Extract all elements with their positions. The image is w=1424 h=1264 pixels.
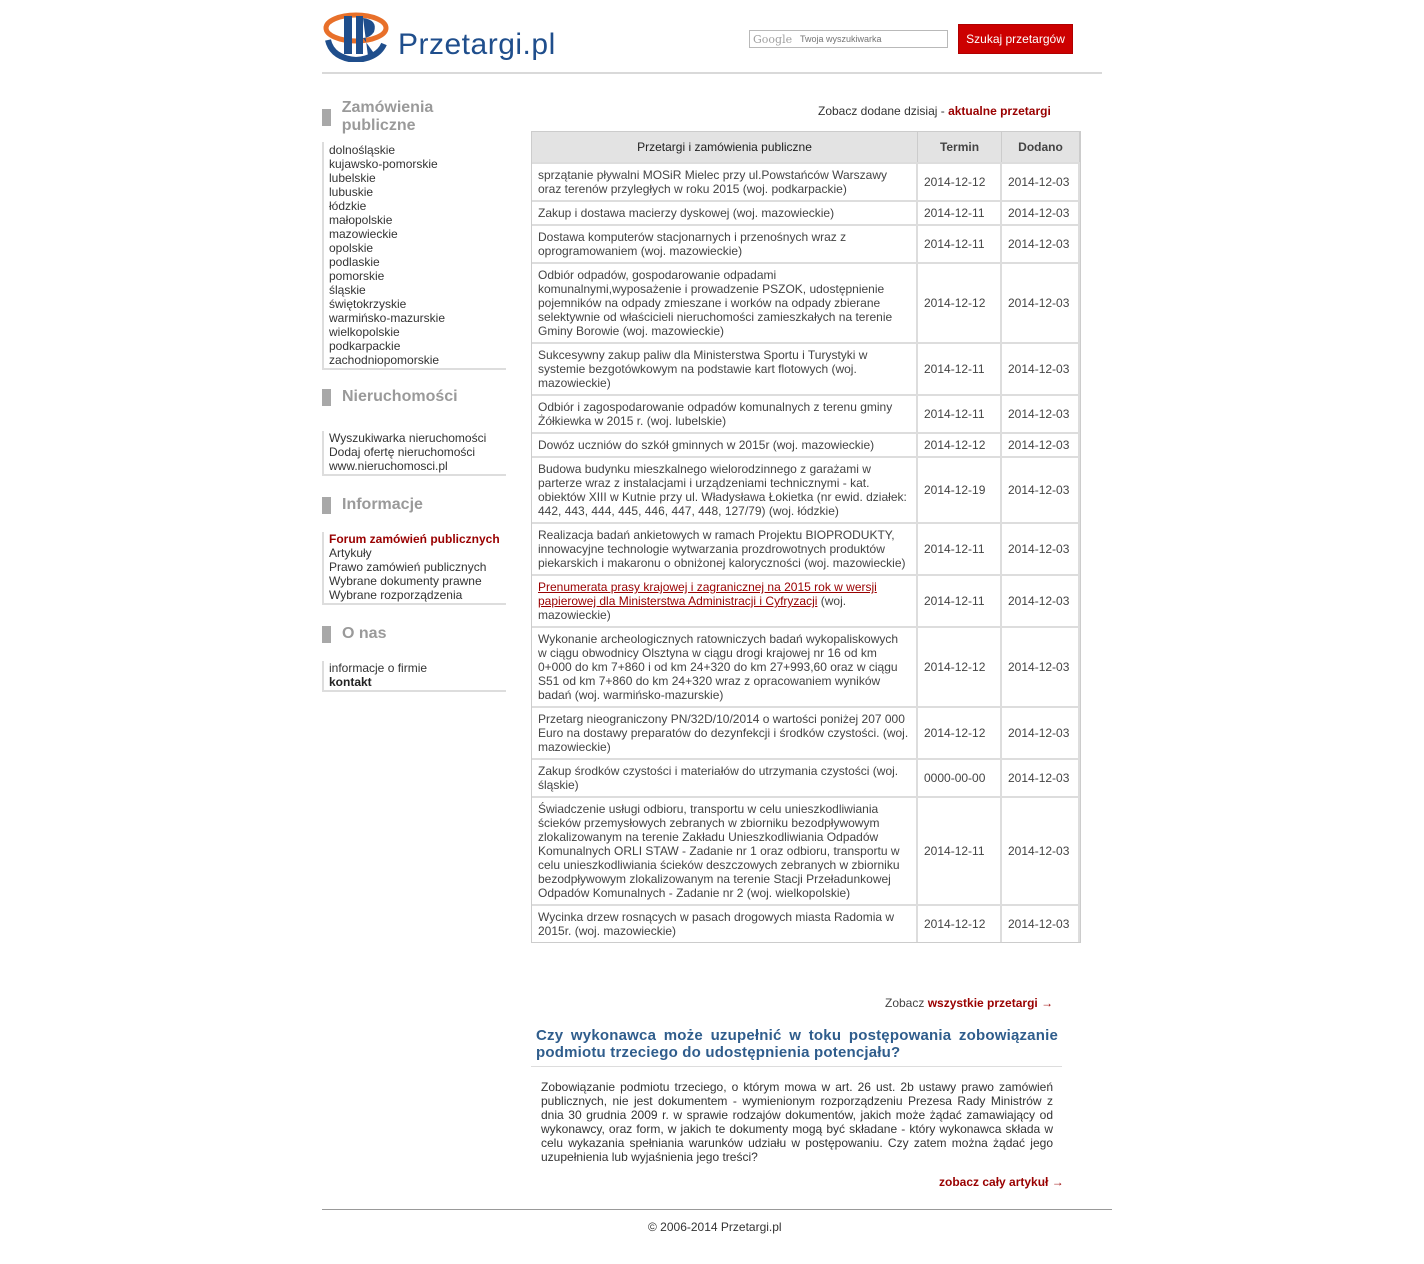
table-row[interactable] — [532, 224, 1080, 262]
tender-added-date: 2014-12-03 — [1002, 904, 1080, 942]
sidebar-list-o-nas — [322, 661, 506, 692]
table-row[interactable] — [532, 342, 1080, 394]
tender-deadline: 2014-12-11 — [918, 574, 1002, 626]
tender-added-date: 2014-12-03 — [1002, 796, 1080, 904]
google-brand: Google — [753, 33, 793, 46]
tender-deadline: 2014-12-11 — [918, 394, 1002, 432]
tender-title-cell[interactable]: Odbiór i zagospodarowanie odpadów komunalnych z terenu gminy Żółkiewka w 2015 r. (woj. lubelskie) — [532, 394, 918, 432]
sidebar-item-region[interactable]: świętokrzyskie — [329, 297, 407, 311]
tender-added-date: 2014-12-03 — [1002, 706, 1080, 758]
heading-text: Zamówienia publiczne — [341, 99, 434, 134]
sidebar-list-nieruchomosci — [322, 431, 506, 476]
table-row[interactable] — [532, 706, 1080, 758]
tender-title-cell[interactable]: sprzątanie pływalni MOSiR Mielec przy ul.Powstańców Warszawy oraz terenów przyległych w roku 2015 (woj. podkarpackie) — [532, 162, 918, 200]
logo-icon[interactable] — [322, 10, 390, 62]
sidebar — [322, 100, 506, 692]
tender-title-cell[interactable]: Odbiór odpadów, gospodarowanie odpadami komunalnymi,wyposażenie i prowadzenie PSZOK, udostępnienie pojemników na odpady zmieszane i worków na odpady zbierane selektywnie od właścicieli nieruchomości zamieszkałych na terenie Gminy Borowie (woj. mazowieckie) — [532, 262, 918, 342]
tender-deadline: 2014-12-11 — [918, 224, 1002, 262]
tender-title-cell[interactable]: Zakup i dostawa macierzy dyskowej (woj. mazowieckie) — [532, 200, 918, 224]
tender-deadline: 2014-12-19 — [918, 456, 1002, 522]
sidebar-heading-zamowienia — [322, 100, 506, 134]
tender-deadline: 2014-12-12 — [918, 626, 1002, 706]
sidebar-item-property-site[interactable]: www.nieruchomosci.pl — [329, 459, 448, 473]
table-row[interactable] — [532, 626, 1080, 706]
tender-added-date: 2014-12-03 — [1002, 200, 1080, 224]
article-divider — [531, 1066, 1062, 1067]
table-row[interactable] — [532, 904, 1080, 942]
sidebar-item-region[interactable]: warmińsko-mazurskie — [329, 311, 446, 325]
heading-bar — [322, 626, 331, 643]
tenders-table — [531, 131, 1081, 943]
search-input[interactable] — [800, 32, 944, 45]
table-row[interactable] — [532, 432, 1080, 456]
sidebar-list-regions — [322, 142, 506, 370]
sidebar-heading-informacje — [322, 488, 506, 522]
sidebar-item-region[interactable]: lubelskie — [329, 171, 376, 185]
tender-title-cell[interactable]: Realizacja badań ankietowych w ramach Projektu BIOPRODUKTY, innowacyjne technologie wytwarzania prozdrowotnych produktów piekarskich i makaronu o obniżonej kaloryczności (woj. mazowieckie) — [532, 522, 918, 574]
sidebar-item-region[interactable]: małopolskie — [329, 213, 393, 227]
tender-added-date: 2014-12-03 — [1002, 522, 1080, 574]
table-row[interactable] — [532, 758, 1080, 796]
today-notice — [818, 104, 1051, 118]
heading-text: Informacje — [342, 496, 423, 513]
sidebar-item-legal-docs[interactable]: Wybrane dokumenty prawne — [329, 574, 482, 588]
sidebar-heading-o-nas — [322, 617, 506, 651]
sidebar-item-add-property[interactable]: Dodaj ofertę nieruchomości — [329, 445, 476, 459]
sidebar-item-region[interactable]: zachodniopomorskie — [329, 353, 440, 367]
table-row[interactable] — [532, 394, 1080, 432]
tender-deadline: 2014-12-12 — [918, 432, 1002, 456]
tender-deadline: 2014-12-11 — [918, 796, 1002, 904]
table-row[interactable] — [532, 574, 1080, 626]
tender-added-date: 2014-12-03 — [1002, 342, 1080, 394]
tender-deadline: 2014-12-12 — [918, 904, 1002, 942]
table-row[interactable] — [532, 796, 1080, 904]
all-tenders — [885, 996, 1053, 1010]
today-prefix: Zobacz dodane dzisiaj - — [818, 104, 949, 118]
tender-title-cell[interactable] — [532, 574, 918, 626]
tender-title-cell[interactable]: Wykonanie archeologicznych ratowniczych badań wykopaliskowych w ciągu obwodnicy Olsztyna w ciągu drogi krajowej nr 16 od km 0+000 do km 7+860 i od km 24+320 do km 27+993,60 oraz w ciągu S51 od km 7+860 do km 24+320 wraz z opracowaniem wyników badań (woj. warmińsko-mazurskie) — [532, 626, 918, 706]
tender-added-date: 2014-12-03 — [1002, 162, 1080, 200]
tender-title-cell[interactable]: Świadczenie usługi odbioru, transportu w celu unieszkodliwiania ścieków przemysłowych zebranych w zbiorniku bezodpływowym zlokalizowanym na terenie Zakładu Unieszkodliwiania Odpadów Komunalnych ORLI STAW - Zadanie nr 1 oraz odbioru, transportu w celu unieszkodliwiania ścieków deszczowych zebranych w zbiorniku bezodpływowym zlokalizowanym na terenie Stacji Przeładunkowej Odpadów Komunalnych - Zadanie nr 2 (woj. wielkopolskie) — [532, 796, 918, 904]
heading-bar — [322, 389, 331, 406]
heading-bar — [322, 109, 331, 126]
sidebar-item-region[interactable]: mazowieckie — [329, 227, 398, 241]
tender-added-date: 2014-12-03 — [1002, 432, 1080, 456]
column-header-termin: Termin — [918, 132, 1002, 162]
tender-added-date: 2014-12-03 — [1002, 626, 1080, 706]
tender-added-date: 2014-12-03 — [1002, 456, 1080, 522]
sidebar-heading-nieruchomosci — [322, 380, 506, 414]
tender-link[interactable]: Prenumerata prasy krajowej i zagranicznej na 2015 rok w wersji papierowej dla Ministerstwa Administracji i Cyfryzacji — [538, 580, 877, 608]
sidebar-item-region[interactable]: kujawsko-pomorskie — [329, 157, 438, 171]
sidebar-item-search-property[interactable]: Wyszukiwarka nieruchomości — [329, 431, 487, 445]
sidebar-item-regulations[interactable]: Wybrane rozporządzenia — [329, 588, 463, 602]
tender-added-date: 2014-12-03 — [1002, 574, 1080, 626]
tender-added-date: 2014-12-03 — [1002, 224, 1080, 262]
footer-copyright: © 2006-2014 Przetargi.pl — [648, 1220, 782, 1234]
sidebar-item-region[interactable]: dolnośląskie — [329, 143, 396, 157]
tender-region: (woj. mazowieckie) — [538, 594, 847, 622]
article-title[interactable]: Czy wykonawca może uzupełnić w toku postępowania zobowiązanie podmiotu trzeciego do udostępnienia potencjału? — [536, 1027, 1058, 1061]
all-prefix: Zobacz — [885, 996, 928, 1010]
tender-title-cell[interactable]: Sukcesywny zakup paliw dla Ministerstwa Sportu i Turystyki w systemie bezgotówkowym na podstawie kart flotowych (woj. mazowieckie) — [532, 342, 918, 394]
read-article-link[interactable]: zobacz cały artykuł → — [939, 1175, 1064, 1189]
sidebar-item-region[interactable]: lubuskie — [329, 185, 374, 199]
heading-text: O nas — [342, 625, 387, 642]
tender-deadline: 2014-12-12 — [918, 162, 1002, 200]
tender-added-date: 2014-12-03 — [1002, 394, 1080, 432]
table-row[interactable] — [532, 162, 1080, 200]
sidebar-item-region[interactable]: podlaskie — [329, 255, 380, 269]
sidebar-item-region[interactable]: łódzkie — [329, 199, 367, 213]
sidebar-item-articles[interactable]: Artykuły — [329, 546, 372, 560]
column-header-title: Przetargi i zamówienia publiczne — [532, 132, 918, 162]
tender-title-cell[interactable]: Budowa budynku mieszkalnego wielorodzinnego z garażami w parterze wraz z instalacjami i urządzeniami technicznymi - kat. obiektów XIII w Kutnie przy ul. Władysława Łokietka (nr ewid. działek: 442, 443, 444, 445, 446, 447, 448, 127/79) (woj. łódzkie) — [532, 456, 918, 522]
tender-deadline: 2014-12-11 — [918, 200, 1002, 224]
tender-deadline: 2014-12-12 — [918, 262, 1002, 342]
tender-added-date: 2014-12-03 — [1002, 758, 1080, 796]
table-row[interactable] — [532, 262, 1080, 342]
search-button[interactable]: Szukaj przetargów — [958, 24, 1073, 54]
table-row[interactable] — [532, 522, 1080, 574]
logo-text[interactable]: Przetargi.pl — [398, 28, 556, 61]
tender-added-date: 2014-12-03 — [1002, 262, 1080, 342]
sidebar-item-contact[interactable]: kontakt — [329, 675, 372, 689]
sidebar-item-region[interactable]: wielkopolskie — [329, 325, 400, 339]
sidebar-item-region[interactable]: pomorskie — [329, 269, 385, 283]
tender-title-cell[interactable]: Wycinka drzew rosnących w pasach drogowych miasta Radomia w 2015r. (woj. mazowieckie) — [532, 904, 918, 942]
article-body: Zobowiązanie podmiotu trzeciego, o którym mowa w art. 26 ust. 2b ustawy prawo zamówień publicznych, nie jest dokumentem - wymienionym rozporządzeniu Prezesa Rady Ministrów z dnia 30 grudnia 2009 r. w sprawie rodzajów dokumentów, jakich może żądać zamawiający od wykonawcy, oraz form, w jakich te dokumenty mogą być składane - który wykonawca składa w celu wykazania spełniania warunków udziału w postępowaniu. Czy zatem można żądać jego uzupełnienia lub wyjaśnienia jego treści? — [541, 1080, 1053, 1164]
sidebar-item-forum[interactable]: Forum zamówień publicznych — [329, 532, 500, 546]
table-row[interactable] — [532, 200, 1080, 224]
tender-deadline: 0000-00-00 — [918, 758, 1002, 796]
footer-divider — [322, 1209, 1112, 1210]
table-header-row — [532, 132, 1080, 162]
current-tenders-link[interactable]: aktualne przetargi — [948, 104, 1051, 118]
table-row[interactable] — [532, 456, 1080, 522]
all-tenders-link[interactable]: wszystkie przetargi → — [927, 996, 1054, 1010]
tender-deadline: 2014-12-11 — [918, 522, 1002, 574]
sidebar-item-region[interactable]: podkarpackie — [329, 339, 401, 353]
search-box[interactable] — [749, 30, 948, 48]
tender-deadline: 2014-12-11 — [918, 342, 1002, 394]
tender-deadline: 2014-12-12 — [918, 706, 1002, 758]
tender-title-cell[interactable]: Dowóz uczniów do szkół gminnych w 2015r (woj. mazowieckie) — [532, 432, 918, 456]
sidebar-item-region[interactable]: śląskie — [329, 283, 366, 297]
heading-text: Nieruchomości — [342, 388, 458, 405]
heading-bar — [322, 497, 331, 514]
tender-title-cell[interactable]: Przetarg nieograniczony PN/32D/10/2014 o wartości poniżej 207 000 Euro na dostawy preparatów do dezynfekcji i środków czystości. (woj. mazowieckie) — [532, 706, 918, 758]
tender-title-cell[interactable]: Dostawa komputerów stacjonarnych i przenośnych wraz z oprogramowaniem (woj. mazowieckie) — [532, 224, 918, 262]
sidebar-list-informacje — [322, 532, 506, 605]
sidebar-item-region[interactable]: opolskie — [329, 241, 374, 255]
sidebar-item-company-info[interactable]: informacje o firmie — [329, 661, 428, 675]
column-header-dodano: Dodano — [1002, 132, 1080, 162]
site-header — [322, 8, 1102, 74]
tender-title-cell[interactable]: Zakup środków czystości i materiałów do utrzymania czystości (woj. śląskie) — [532, 758, 918, 796]
sidebar-item-law[interactable]: Prawo zamówień publicznych — [329, 560, 487, 574]
